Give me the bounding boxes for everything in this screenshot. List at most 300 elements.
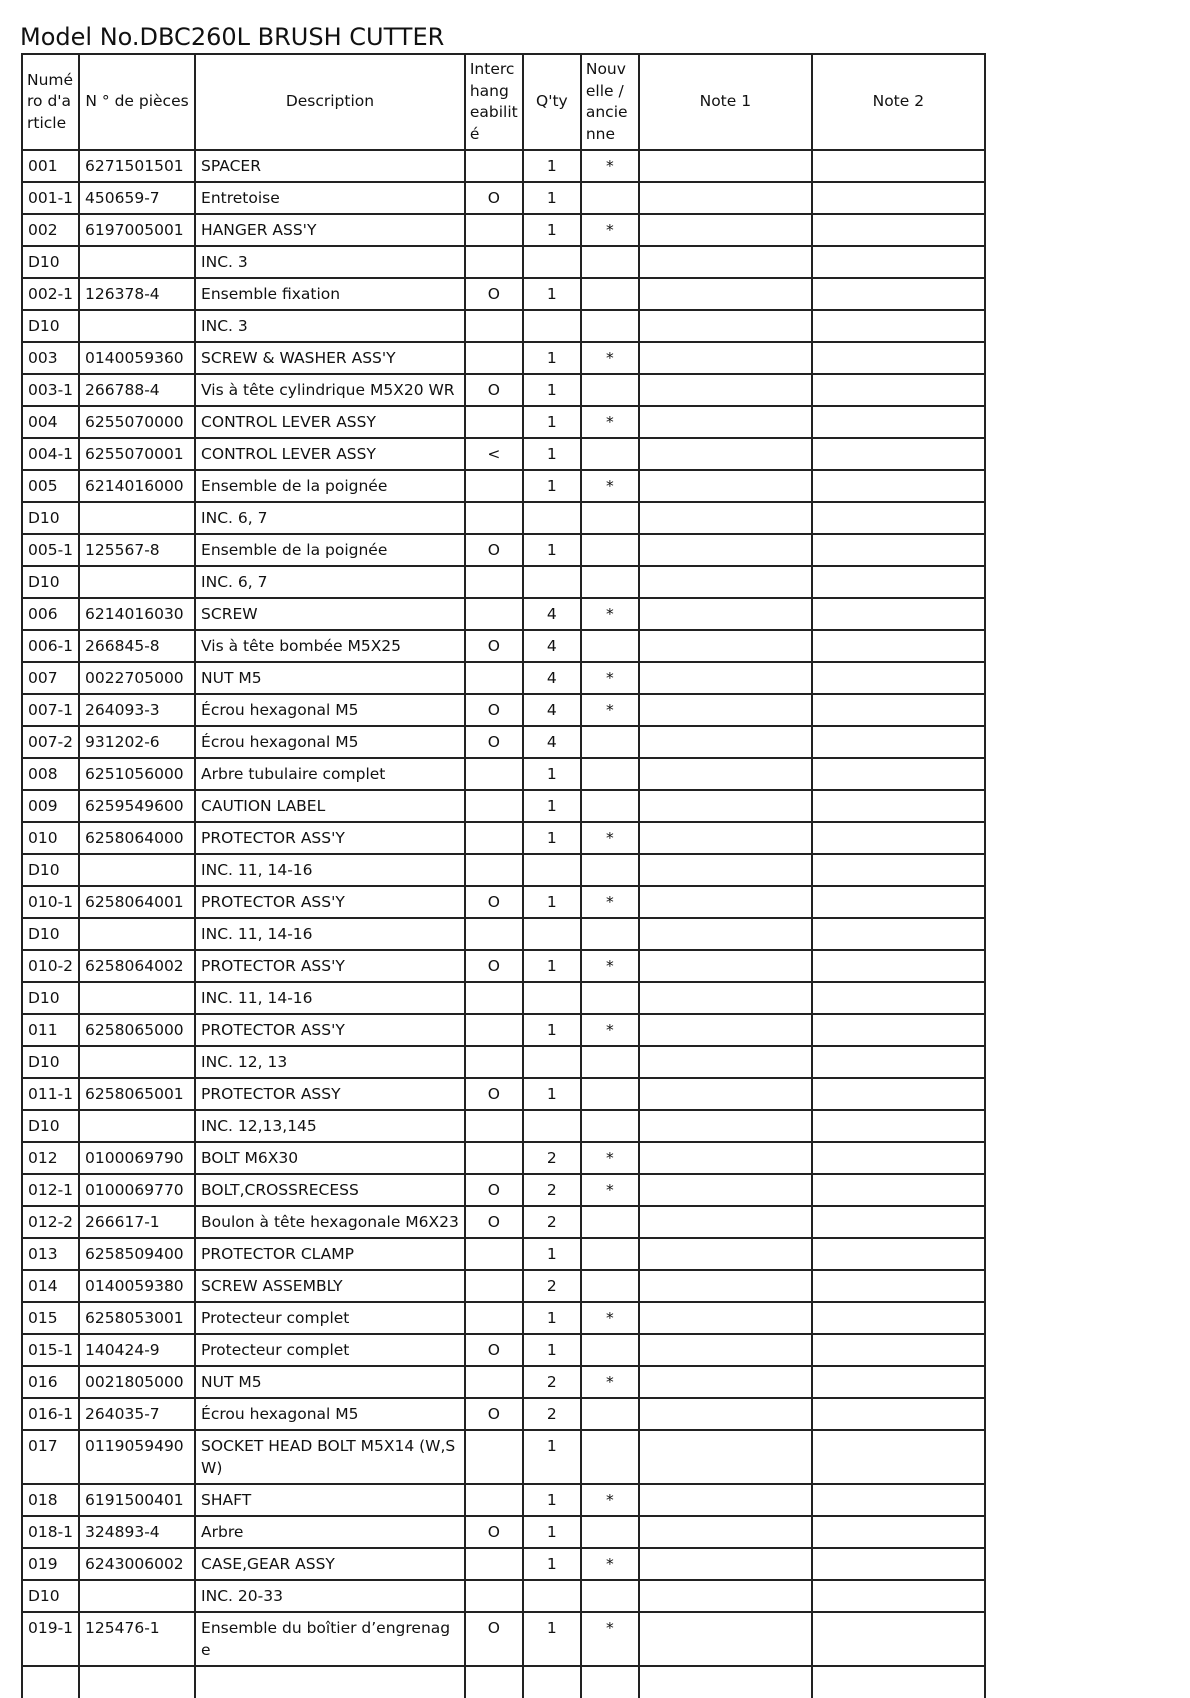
new-old-cell: [581, 1334, 639, 1366]
description-cell: Protecteur complet: [195, 1334, 465, 1366]
note-2-cell: [812, 470, 985, 502]
note-2-cell: [812, 534, 985, 566]
part-number-cell: 6258064002: [79, 950, 195, 982]
item-number-cell: 011-1: [22, 1078, 79, 1110]
part-number-cell: 6271501501: [79, 150, 195, 182]
description-cell: INC. 20-33: [195, 1580, 465, 1612]
empty-cell: [465, 1666, 523, 1698]
part-number-cell: [79, 310, 195, 342]
table-row: [22, 1014, 985, 1046]
note-1-cell: [639, 374, 812, 406]
interchangeability-cell: [465, 1548, 523, 1580]
note-1-cell: [639, 790, 812, 822]
description-cell: PROTECTOR ASSY: [195, 1078, 465, 1110]
header-note-2: Note 2: [812, 54, 985, 150]
quantity-cell: 1: [523, 1612, 581, 1666]
part-number-cell: [79, 1110, 195, 1142]
table-row: [22, 214, 985, 246]
item-number-cell: 001: [22, 150, 79, 182]
table-row: [22, 886, 985, 918]
interchangeability-cell: [465, 598, 523, 630]
item-number-cell: 005: [22, 470, 79, 502]
quantity-cell: [523, 1110, 581, 1142]
header-part-number: N ° de pièces: [79, 54, 195, 150]
note-1-cell: [639, 630, 812, 662]
table-row: [22, 694, 985, 726]
item-number-cell: 017: [22, 1430, 79, 1484]
new-old-cell: [581, 1580, 639, 1612]
item-number-cell: 011: [22, 1014, 79, 1046]
quantity-cell: 1: [523, 278, 581, 310]
new-old-cell: [581, 726, 639, 758]
description-cell: PROTECTOR CLAMP: [195, 1238, 465, 1270]
description-cell: Protecteur complet: [195, 1302, 465, 1334]
table-row: [22, 470, 985, 502]
new-old-cell: *: [581, 1302, 639, 1334]
table-row: [22, 630, 985, 662]
empty-cell: [812, 1666, 985, 1698]
note-1-cell: [639, 694, 812, 726]
table-row: [22, 1046, 985, 1078]
description-cell: SPACER: [195, 150, 465, 182]
part-number-cell: 324893-4: [79, 1516, 195, 1548]
note-2-cell: [812, 406, 985, 438]
new-old-cell: *: [581, 1174, 639, 1206]
description-cell: NUT M5: [195, 662, 465, 694]
note-1-cell: [639, 150, 812, 182]
new-old-cell: [581, 790, 639, 822]
part-number-cell: 0119059490: [79, 1430, 195, 1484]
note-2-cell: [812, 1516, 985, 1548]
new-old-cell: *: [581, 1484, 639, 1516]
table-row: [22, 534, 985, 566]
description-cell: CAUTION LABEL: [195, 790, 465, 822]
part-number-cell: 6251056000: [79, 758, 195, 790]
note-2-cell: [812, 854, 985, 886]
part-number-cell: [79, 566, 195, 598]
note-1-cell: [639, 1174, 812, 1206]
item-number-cell: 019-1: [22, 1612, 79, 1666]
quantity-cell: 1: [523, 374, 581, 406]
note-1-cell: [639, 1430, 812, 1484]
note-1-cell: [639, 662, 812, 694]
note-2-cell: [812, 150, 985, 182]
description-cell: Ensemble de la poignée: [195, 470, 465, 502]
table-row: [22, 342, 985, 374]
description-cell: Ensemble fixation: [195, 278, 465, 310]
interchangeability-cell: [465, 1046, 523, 1078]
description-cell: Écrou hexagonal M5: [195, 1398, 465, 1430]
interchangeability-cell: O: [465, 1174, 523, 1206]
new-old-cell: *: [581, 1366, 639, 1398]
new-old-cell: *: [581, 470, 639, 502]
note-1-cell: [639, 598, 812, 630]
table-row: [22, 566, 985, 598]
note-2-cell: [812, 278, 985, 310]
note-1-cell: [639, 1612, 812, 1666]
table-row: [22, 1366, 985, 1398]
interchangeability-cell: [465, 1484, 523, 1516]
table-row: [22, 1206, 985, 1238]
note-1-cell: [639, 1046, 812, 1078]
item-number-cell: D10: [22, 1046, 79, 1078]
empty-cell: [581, 1666, 639, 1698]
new-old-cell: [581, 1046, 639, 1078]
description-cell: Écrou hexagonal M5: [195, 694, 465, 726]
description-cell: NUT M5: [195, 1366, 465, 1398]
part-number-cell: [79, 502, 195, 534]
note-2-cell: [812, 374, 985, 406]
table-row: [22, 1174, 985, 1206]
quantity-cell: 1: [523, 1078, 581, 1110]
item-number-cell: D10: [22, 918, 79, 950]
new-old-cell: *: [581, 694, 639, 726]
note-2-cell: [812, 1142, 985, 1174]
note-2-cell: [812, 1484, 985, 1516]
table-row: [22, 278, 985, 310]
note-1-cell: [639, 1270, 812, 1302]
item-number-cell: 010: [22, 822, 79, 854]
description-cell: Ensemble de la poignée: [195, 534, 465, 566]
note-2-cell: [812, 1078, 985, 1110]
part-number-cell: [79, 854, 195, 886]
page-title: Model No.DBC260L BRUSH CUTTER: [20, 23, 445, 51]
part-number-cell: 125567-8: [79, 534, 195, 566]
note-1-cell: [639, 470, 812, 502]
new-old-cell: [581, 182, 639, 214]
new-old-cell: [581, 374, 639, 406]
table-row: [22, 662, 985, 694]
table-row: [22, 374, 985, 406]
part-number-cell: [79, 982, 195, 1014]
quantity-cell: 1: [523, 534, 581, 566]
table-row: [22, 1548, 985, 1580]
description-cell: INC. 3: [195, 310, 465, 342]
quantity-cell: 1: [523, 214, 581, 246]
part-number-cell: [79, 1046, 195, 1078]
interchangeability-cell: [465, 1270, 523, 1302]
item-number-cell: D10: [22, 566, 79, 598]
quantity-cell: [523, 854, 581, 886]
note-1-cell: [639, 822, 812, 854]
note-1-cell: [639, 406, 812, 438]
table-row: [22, 182, 985, 214]
quantity-cell: 2: [523, 1142, 581, 1174]
quantity-cell: [523, 566, 581, 598]
part-number-cell: 6259549600: [79, 790, 195, 822]
note-1-cell: [639, 502, 812, 534]
item-number-cell: 019: [22, 1548, 79, 1580]
interchangeability-cell: O: [465, 630, 523, 662]
note-2-cell: [812, 182, 985, 214]
interchangeability-cell: [465, 502, 523, 534]
quantity-cell: 1: [523, 790, 581, 822]
table-row: [22, 1430, 985, 1484]
new-old-cell: [581, 758, 639, 790]
part-number-cell: 6258064001: [79, 886, 195, 918]
item-number-cell: 007-2: [22, 726, 79, 758]
table-row: [22, 246, 985, 278]
quantity-cell: 1: [523, 182, 581, 214]
item-number-cell: 018: [22, 1484, 79, 1516]
part-number-cell: 264093-3: [79, 694, 195, 726]
header-interchangeability: Interchangeabilité: [465, 54, 523, 150]
table-row: [22, 950, 985, 982]
table-row: [22, 1666, 985, 1698]
interchangeability-cell: [465, 790, 523, 822]
interchangeability-cell: [465, 854, 523, 886]
note-2-cell: [812, 886, 985, 918]
note-1-cell: [639, 950, 812, 982]
interchangeability-cell: [465, 1142, 523, 1174]
note-2-cell: [812, 1580, 985, 1612]
note-2-cell: [812, 630, 985, 662]
part-number-cell: 450659-7: [79, 182, 195, 214]
item-number-cell: 014: [22, 1270, 79, 1302]
part-number-cell: 6258065000: [79, 1014, 195, 1046]
note-1-cell: [639, 918, 812, 950]
item-number-cell: D10: [22, 982, 79, 1014]
table-row: [22, 982, 985, 1014]
part-number-cell: 6191500401: [79, 1484, 195, 1516]
quantity-cell: 1: [523, 1014, 581, 1046]
empty-cell: [22, 1666, 79, 1698]
part-number-cell: 6255070001: [79, 438, 195, 470]
table-row: [22, 1398, 985, 1430]
quantity-cell: 1: [523, 406, 581, 438]
table-row: [22, 1612, 985, 1666]
part-number-cell: 931202-6: [79, 726, 195, 758]
item-number-cell: 007: [22, 662, 79, 694]
part-number-cell: 6243006002: [79, 1548, 195, 1580]
new-old-cell: *: [581, 1142, 639, 1174]
part-number-cell: 0140059380: [79, 1270, 195, 1302]
interchangeability-cell: O: [465, 1398, 523, 1430]
new-old-cell: [581, 502, 639, 534]
interchangeability-cell: [465, 662, 523, 694]
description-cell: INC. 12, 13: [195, 1046, 465, 1078]
new-old-cell: [581, 1398, 639, 1430]
parts-table: [21, 53, 986, 1698]
quantity-cell: 1: [523, 1238, 581, 1270]
note-2-cell: [812, 1174, 985, 1206]
interchangeability-cell: O: [465, 374, 523, 406]
table-row: [22, 822, 985, 854]
description-cell: SOCKET HEAD BOLT M5X14 (W,SW): [195, 1430, 465, 1484]
part-number-cell: 6258509400: [79, 1238, 195, 1270]
quantity-cell: 4: [523, 662, 581, 694]
item-number-cell: 007-1: [22, 694, 79, 726]
header-quantity: Q'ty: [523, 54, 581, 150]
new-old-cell: [581, 1238, 639, 1270]
new-old-cell: [581, 982, 639, 1014]
note-1-cell: [639, 1366, 812, 1398]
quantity-cell: 1: [523, 150, 581, 182]
note-1-cell: [639, 758, 812, 790]
note-2-cell: [812, 1110, 985, 1142]
item-number-cell: 004: [22, 406, 79, 438]
interchangeability-cell: O: [465, 726, 523, 758]
note-1-cell: [639, 1238, 812, 1270]
table-row: [22, 1142, 985, 1174]
interchangeability-cell: [465, 310, 523, 342]
quantity-cell: 1: [523, 1334, 581, 1366]
note-2-cell: [812, 662, 985, 694]
part-number-cell: 6197005001: [79, 214, 195, 246]
quantity-cell: [523, 982, 581, 1014]
note-2-cell: [812, 982, 985, 1014]
table-row: [22, 1334, 985, 1366]
interchangeability-cell: [465, 822, 523, 854]
interchangeability-cell: [465, 150, 523, 182]
item-number-cell: 010-2: [22, 950, 79, 982]
description-cell: CONTROL LEVER ASSY: [195, 406, 465, 438]
part-number-cell: 266617-1: [79, 1206, 195, 1238]
new-old-cell: *: [581, 214, 639, 246]
quantity-cell: [523, 1580, 581, 1612]
part-number-cell: 0022705000: [79, 662, 195, 694]
note-1-cell: [639, 214, 812, 246]
note-1-cell: [639, 1484, 812, 1516]
note-1-cell: [639, 278, 812, 310]
item-number-cell: 001-1: [22, 182, 79, 214]
note-1-cell: [639, 566, 812, 598]
item-number-cell: 010-1: [22, 886, 79, 918]
new-old-cell: [581, 310, 639, 342]
table-row: [22, 918, 985, 950]
quantity-cell: 2: [523, 1270, 581, 1302]
interchangeability-cell: [465, 214, 523, 246]
new-old-cell: [581, 1270, 639, 1302]
interchangeability-cell: O: [465, 1612, 523, 1666]
description-cell: Écrou hexagonal M5: [195, 726, 465, 758]
note-1-cell: [639, 1078, 812, 1110]
part-number-cell: 0140059360: [79, 342, 195, 374]
part-number-cell: 266845-8: [79, 630, 195, 662]
new-old-cell: [581, 534, 639, 566]
description-cell: INC. 11, 14-16: [195, 854, 465, 886]
description-cell: Ensemble du boîtier d’engrenage: [195, 1612, 465, 1666]
quantity-cell: 1: [523, 1302, 581, 1334]
interchangeability-cell: O: [465, 534, 523, 566]
part-number-cell: [79, 246, 195, 278]
note-2-cell: [812, 726, 985, 758]
interchangeability-cell: [465, 758, 523, 790]
quantity-cell: 2: [523, 1366, 581, 1398]
empty-cell: [523, 1666, 581, 1698]
table-row: [22, 1302, 985, 1334]
table-row: [22, 598, 985, 630]
part-number-cell: 264035-7: [79, 1398, 195, 1430]
part-number-cell: 0100069790: [79, 1142, 195, 1174]
quantity-cell: 1: [523, 470, 581, 502]
item-number-cell: 009: [22, 790, 79, 822]
item-number-cell: 004-1: [22, 438, 79, 470]
description-cell: INC. 11, 14-16: [195, 982, 465, 1014]
table-row: [22, 1516, 985, 1548]
table-row: [22, 1270, 985, 1302]
interchangeability-cell: O: [465, 1334, 523, 1366]
note-2-cell: [812, 790, 985, 822]
description-cell: INC. 12,13,145: [195, 1110, 465, 1142]
quantity-cell: 1: [523, 758, 581, 790]
new-old-cell: [581, 1206, 639, 1238]
table-row: [22, 310, 985, 342]
description-cell: HANGER ASS'Y: [195, 214, 465, 246]
quantity-cell: 1: [523, 438, 581, 470]
item-number-cell: 008: [22, 758, 79, 790]
note-2-cell: [812, 1270, 985, 1302]
new-old-cell: [581, 438, 639, 470]
note-2-cell: [812, 694, 985, 726]
table-row: [22, 1078, 985, 1110]
note-1-cell: [639, 1516, 812, 1548]
item-number-cell: 015: [22, 1302, 79, 1334]
description-cell: Arbre: [195, 1516, 465, 1548]
new-old-cell: *: [581, 950, 639, 982]
interchangeability-cell: [465, 918, 523, 950]
interchangeability-cell: <: [465, 438, 523, 470]
description-cell: PROTECTOR ASS'Y: [195, 1014, 465, 1046]
note-2-cell: [812, 1334, 985, 1366]
note-1-cell: [639, 1302, 812, 1334]
part-number-cell: 6255070000: [79, 406, 195, 438]
new-old-cell: [581, 278, 639, 310]
header-row: [22, 54, 985, 150]
interchangeability-cell: [465, 342, 523, 374]
note-1-cell: [639, 886, 812, 918]
description-cell: SCREW: [195, 598, 465, 630]
quantity-cell: 2: [523, 1398, 581, 1430]
note-2-cell: [812, 1548, 985, 1580]
part-number-cell: [79, 1580, 195, 1612]
empty-cell: [79, 1666, 195, 1698]
item-number-cell: 002-1: [22, 278, 79, 310]
note-2-cell: [812, 1014, 985, 1046]
interchangeability-cell: [465, 1014, 523, 1046]
quantity-cell: 4: [523, 630, 581, 662]
note-2-cell: [812, 950, 985, 982]
description-cell: INC. 6, 7: [195, 502, 465, 534]
interchangeability-cell: [465, 406, 523, 438]
quantity-cell: 1: [523, 1484, 581, 1516]
header-item-number: Numéro d'article: [22, 54, 79, 150]
new-old-cell: *: [581, 406, 639, 438]
quantity-cell: 4: [523, 726, 581, 758]
table-row: [22, 406, 985, 438]
new-old-cell: *: [581, 822, 639, 854]
interchangeability-cell: O: [465, 1078, 523, 1110]
item-number-cell: D10: [22, 854, 79, 886]
note-2-cell: [812, 502, 985, 534]
empty-cell: [639, 1666, 812, 1698]
interchangeability-cell: [465, 1366, 523, 1398]
quantity-cell: 2: [523, 1174, 581, 1206]
part-number-cell: 266788-4: [79, 374, 195, 406]
new-old-cell: [581, 566, 639, 598]
new-old-cell: *: [581, 598, 639, 630]
item-number-cell: 003: [22, 342, 79, 374]
description-cell: Boulon à tête hexagonale M6X23: [195, 1206, 465, 1238]
item-number-cell: 006: [22, 598, 79, 630]
new-old-cell: *: [581, 1548, 639, 1580]
new-old-cell: *: [581, 342, 639, 374]
table-row: [22, 854, 985, 886]
part-number-cell: 0100069770: [79, 1174, 195, 1206]
quantity-cell: [523, 1046, 581, 1078]
empty-cell: [195, 1666, 465, 1698]
note-2-cell: [812, 598, 985, 630]
